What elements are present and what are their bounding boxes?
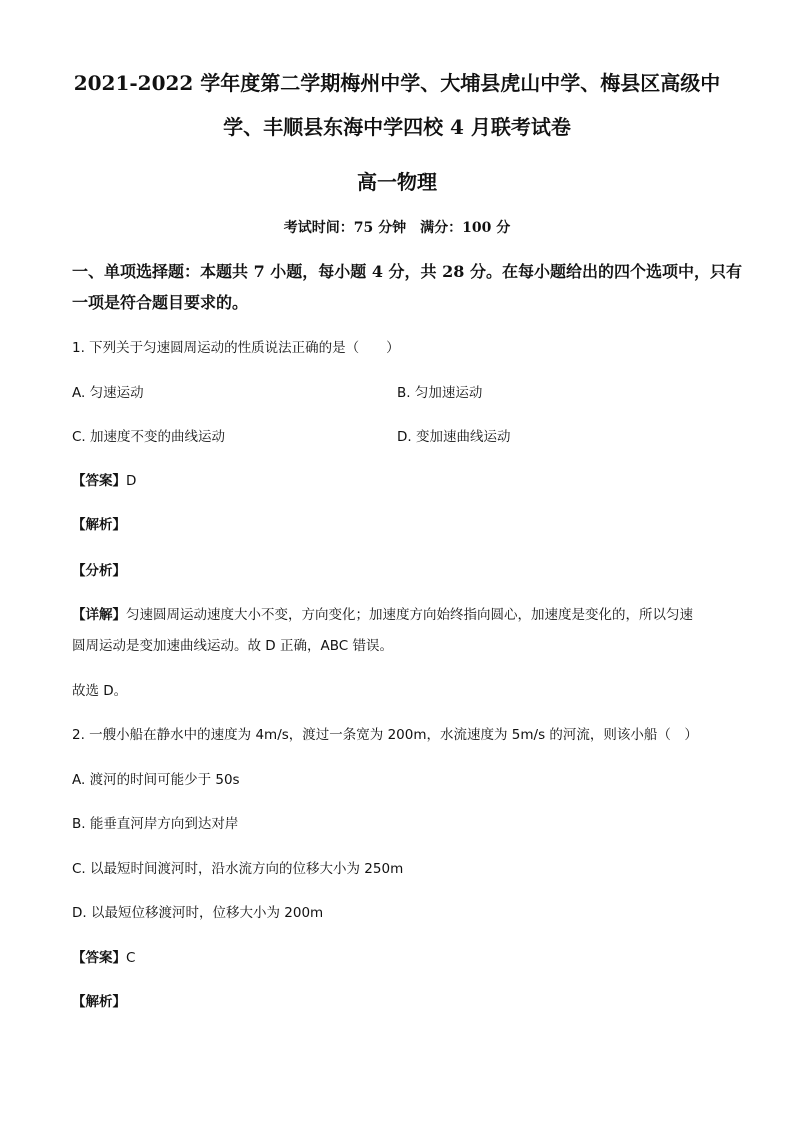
question-1-option-d: D. 变加速曲线运动 — [397, 429, 511, 445]
question-1-detail-line-1 — [72, 606, 693, 624]
question-2-option-c: C. 以最短时间渡河时，沿水流方向的位移大小为 250m — [72, 861, 404, 877]
section-heading-line-1: 一、单项选择题：本题共 7 小题，每小题 4 分，共 28 分。在每小题给出的四个选项中，只有 — [72, 262, 742, 281]
question-1-option-c: C. 加速度不变的曲线运动 — [72, 429, 226, 445]
question-2-analysis-tag: 【解析】 — [72, 994, 126, 1010]
answer-value: D — [126, 473, 137, 489]
question-1-stem: 1. 下列关于匀速圆周运动的性质说法正确的是（ ） — [72, 340, 400, 356]
detail-text-1: 匀速圆周运动速度大小不变，方向变化；加速度方向始终指向圆心，加速度是变化的，所以匀速 — [126, 607, 693, 623]
section-heading-line-2: 一项是符合题目要求的。 — [72, 293, 249, 312]
question-1-conclusion: 故选 D。 — [72, 683, 128, 699]
question-1-detail-line-2: 圆周运动是变加速曲线运动。故 D 正确，ABC 错误。 — [72, 638, 393, 654]
question-1-analysis-tag: 【解析】 — [72, 517, 126, 533]
answer-tag: 【答案】 — [72, 473, 126, 489]
question-2-option-a: A. 渡河的时间可能少于 50s — [72, 772, 240, 788]
question-1-fenxi-tag: 【分析】 — [72, 563, 126, 579]
detail-tag: 【详解】 — [72, 607, 126, 623]
question-2-stem: 2. 一艘小船在静水中的速度为 4m/s，渡过一条宽为 200m，水流速度为 5m/s 的河流，则该小船（ ） — [72, 727, 698, 743]
exam-title-line-1: 2021-2022 学年度第二学期梅州中学、大埔县虎山中学、梅县区高级中 — [73, 71, 721, 95]
question-2-option-d: D. 以最短位移渡河时，位移大小为 200m — [72, 905, 324, 921]
question-1-option-a: A. 匀速运动 — [72, 385, 144, 401]
question-2-option-b: B. 能垂直河岸方向到达对岸 — [72, 816, 239, 832]
exam-info: 考试时间：75 分钟 满分：100 分 — [283, 220, 511, 236]
question-1-option-b: B. 匀加速运动 — [397, 385, 483, 401]
question-2-answer — [72, 949, 135, 967]
answer-tag: 【答案】 — [72, 950, 126, 966]
question-1-answer — [72, 472, 136, 490]
subject-title: 高一物理 — [357, 170, 437, 194]
exam-title-line-2: 学、丰顺县东海中学四校 4 月联考试卷 — [223, 115, 571, 139]
answer-value: C — [126, 950, 136, 966]
